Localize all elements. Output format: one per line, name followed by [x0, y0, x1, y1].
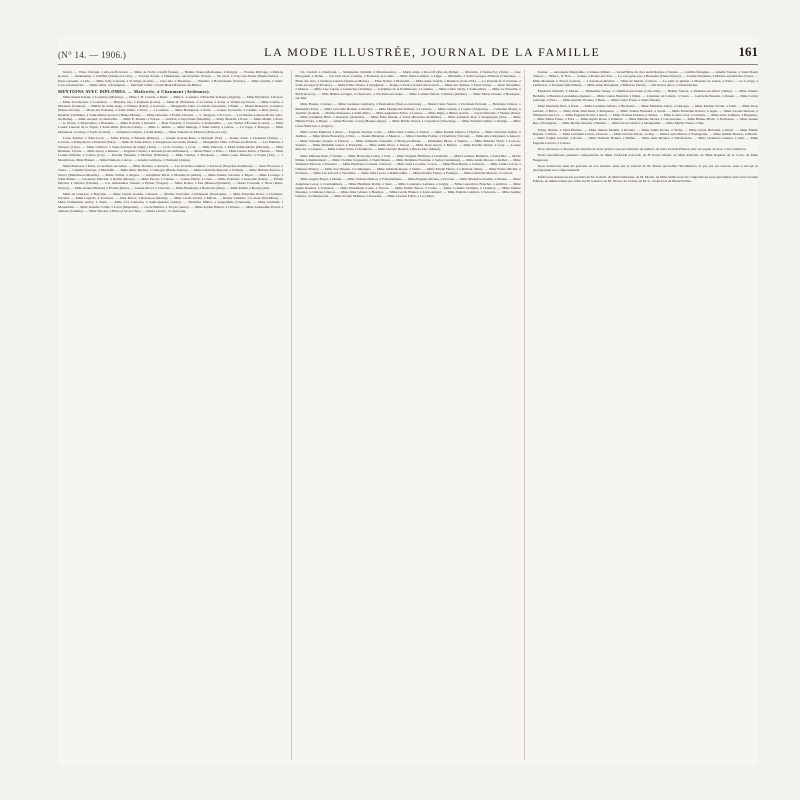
- issue-number: (N° 14. — 1906.): [58, 50, 127, 60]
- text-paragraph: Ch. Cardell, à Chamonix. — Marguerite Schmidt, à Montmorency. — Marie Allet, à Roscoff (Puy-de-Dôme). — Marcelle, à Sainte-Foy (Tarn). — Lise Bolognelli, à Rome. — Un vieil bavre souillon, à Fontenay-le-Comte. — Mme Sutin-Lamarre, à Liège. — Mirabelle, à Saint-Georges d'Oleron (Charente). — Bride des bois, à Château-Landon (Seine-et-Marne). — Elise Nollet, à Bruxelles. — Mme Anne Guérin, à Réunion (Côte-d'Or). — Le Passant de la Fortune, à Saint-Georges (Calvados). — Mme Fabre-Vauzet, à Perpignan. — Rogue, à Pont-Carrelet-des-Carreli. — Mme des Salinne, à Saint-Vauvir. — Sœur Séraphine, à Mantes. — Mme Lise Lejaut, à Gamaches (Somme). — Joséphine de la Pommeraye, à Lannion. — Mme Claire Serdy, à Saint-Gilles. — Mme Le Nouzille, à Puybrun (Lot). — Mlle Hélène Granger, à Chateroux, à Vie-Paris-sur-Seine. — Mme Carmen Daroit, à Riviera (Drôme). — Mme Maria Vernier, à Boulogne-sur-Mer.: [295, 70, 521, 100]
- text-paragraph: Lucie Turmel, à Saint-Lyon. — Mme Poirier, à Baumes (Rhône). — Joseph Gravier-Buse, à Merreuil (Var). — Jeanne Verel, à Chaumes (Seine). — Laroche, à Pompadour, à Palvanil (Eure). — Mme de Saint-Pierre, à Jonquéroux-sur-Seine (Seine). — Marguerite Jahin, à Flaire-sur-Rivière. — Les Fillettes, à Vierzon (Cher). — Mme Chabrol, à Saint-Sauveur-de-Vigny (Tarn). — Léon Cortaux, à Lyon. — Mme Hervois, à Mont-Sainte-Marie (Hérault). — Mme Belmont, à Paris. — Mme Arros, à Rennes. — Eugénie Carrère, à Ancenis (Loire-Inférieure). — Marie Bianc, à Paris. — Mme Gaston Perbe, à Nantes. — Mme Louise Pelletier, à Cahors (Lot). — Rosalie Vauzelle, à Morlaix (Finistère). — Mme Charles, à Bordeaux. — Mme Laure Monnier, à Fréjus (Var). — à Montbrison, Mme Brunel. — Mme Dumont, à Arras. — Ginette Lefebure, à Vermand (Aisne).: [58, 136, 284, 162]
- column-1: [58, 70, 283, 760]
- text-paragraph: Mme Hauset, à Jersey. — Mme Lucienne Lamberty, à Montauban (Tarn-et-Garonne). — Marie-Claire Sarnac, à Clermont-Ferrand. — Henriette Charon, à Mazamet (Tarn). — Mme Léocadie Bonnet, à Pontivy. — Mme Marguerite Paillard, à Louviers. — Mme Lebrun, à Cognac (Charente). — Célestine Maury, à Aurillac (Cantal). — Marthe Rousseau, à Saint-Malo. — Mme Augustine Fabre, à Castres. — Mme Régis, à Nîmes (Gard). — Lucie Delorme, à Vienne (Isère). — Mme Joséphine Brun, à Annonay (Ardèche). — Mme Élisa Martin, à Salon (Bouches-du-Rhône). — Mme Adrienne Roy, à Draguignan (Var). — Mme Hélène Faure, à Digne. — Aline Bouvier, à Gap (Hautes-Alpes). — Mme Berthe Sicard, à Carpentras (Vaucluse). — Mme Noémie Guillot, à Orange. — Mme Laure Bertrand, à Avignon.: [295, 102, 521, 128]
- text-paragraph: Mme Angèle Boyer, à Melun. — Mme Sidonie Hamon, à Fontainebleau. — Mme Eugénie Riviere, à Provins. — Mme Prudence Poulain, à Meaux. — Mme Joséphine Leroy, à Coulommiers. — Mme Herminie Robin, à Sens. — Mme Constance Lemaire, à Joigny. — Mme Geneviève Bouchet, à Avallon. — Mme Aglaé Renaud, à Tonnerre. — Mme Philomène Colas, à Nevers. — Mme Esther Baron, à Cosne. — Mme Cornélie Clément, à Clamecy. — Mme Justine Meunier, à Château-Chinon. — Mme Irma Giraud, à Bourges. — Mme Lucile Brunet, à Saint-Amand. — Mme Paméla Gaillard, à Sancerre. — Mme Agathe Lefèvre, à Châteauroux. — Mme Ursule Mathieu, à Issoudun. — Mme Clarisse Fabre, à La Châtre.: [295, 177, 521, 199]
- text-paragraph: Mme Renée Kerais, à Coutance (Manche). — Mme J. B. Cazeau, à Ruzé. — Mme L. Lauzeux, à Bouchaf-le-Rege (Algérie). — Mme Raymond, à Royan. — Mme Serveuyeau, à Courtivon. — Bruyère, rue, à Etapiens (Loire). — Mme D. Moineaux, à au Génie, à Artou, à Vendre-en-Véron. — Mme Lauras, à Marnoux (Sonnen). — Helléb de Saint-Ange, à Villeure (Isère), à Garrorel. — Marguerite Lahe, à Lamont-Jousselein, à Blum. — Oiseul Beauréce, à Annecy (Haute-Savoie). — Marie-Jes Fontaine, à Saint-Julien, à Nord. — à Loubane. — Mme Bourgeton, à Paris. — Jeanne Gouvedre, à Ladelie, à Dôle (Jura). — Renalde Vésillaine, à Saint-Marne-le-Gros (Haute-Marne). — Mme Ouvelier, à Etable-Cheveil. — C. Kenyon, à St-Lyon. — Les Baules-Lauréat-Roche (Aix-les-Bains). — Mme Arnaud, à Charleville. — Mme E. Dosme, à Voiron. — Guillon, à Sept-Pauls (Moselle). — Rudy Maurlis, à Paris. — Mme Maille, à Paris. — G. Pierre, à Montvelins, à Bouanne. — Mme Pouché, à Renaud. — Bois d'audion, à Souvence, à Romanville. — Les Saules d'Écouen (Loiret). — Mme Louise Laurent de la Vigne, à Saint-Omer (Pas-de-Calais). — Mme C. Remis. — Mme Ménage, à Saint-Valéry, à Gisors. — Le Gage, à Bourges. — Mme Delaunois, à Laisey, à Sorde (Cantal). — Valentine Campen, à Saint-Remy. — Mme Tourelle de Montreu (Eure-et-Loir).: [58, 95, 284, 134]
- page-header: [58, 36, 758, 60]
- journal-title: LA MODE ILLUSTRÉE, JOURNAL DE LA FAMILLE: [264, 45, 601, 59]
- text-paragraph: Nous reproduisons plusieurs compositions de Mme d'Albaide d'Arcadi, de H. Perret Manet, de Mme Plancier, de Mme Raphael de la Croix, de Mme Faugeroux.: [532, 153, 758, 162]
- text-paragraph: Nous adressons à chacune des lauréats de notre grand concours littéraire un numéro de notre Grande Édition, hier sur papier de luxe, à leur intention.: [537, 147, 747, 151]
- column-2: [295, 70, 520, 760]
- text-paragraph: Élisabeth Delrulle, à Marais. — Madeleine Sauge, à Châtillon-sur-Seine (Côte-d'Or). — Hélène Sauvet, à Moulins-sur-Allier (Allier). — Mme Juliette Herbelin, à Bretolle-Lacunèmes-Quesnel. — Mme Louise Bernard, à Dijon. — Célestine de Labarre, à Tours. — Gabrielle Bouette, à Rouen. — Mme Cécile Lemoine, à Niort. — Mme Aurélie Thomas, à Brest. — Mme Claire Fosse, à Saint-Nazaire.: [532, 89, 758, 102]
- text-paragraph: Nancy. — Vibes Chorpin, à Aix-en-Provence. — Mme de Nolli, à Ruffi (Seine). — Hélène Stoner-Mosbennet, à Perigny. — Yvonne Périvage, à Périeny (Loire). — Andelaurier, à Chéfflet (Saône-et-Loire). — Yvonne Poutet, à Dunkerque, rue Royallac (Nord). — En rural, à Yzey-sur-Saône (Haute-Saône). — Peret-souvenir, à Lille. — Mme Jolly Lauvent, à St-Wepp (Loiret). — Ciec-lais, à Burennes. — Valentin, à Bourbonnais (Savoie). — Mme Geuble, à Saint-Lacy-Chalesalvier. — Marie Allee, à Perpignan. — Marcheil Gillet, à Saint-Henri-Bourdon-du-Brillet.: [58, 70, 284, 87]
- column-3: [533, 70, 758, 760]
- section-heading: MENTIONS AVEC DIPLOMES. — Malicette, à Chaumont (Ardennes).: [58, 89, 211, 95]
- text-paragraph: Enfin nous donnerons les portraits de M. Gabriel, de Mme Dubrenne, de M. Mouls, de Mme Vallès dont les compositions sont reproduites dans notre Grande Édition, en même temps que celles de M. Gabriel, de M. Neveu, du Soldat, de M. G. Chauvet et de Marie Frélias.: [532, 174, 758, 183]
- text-paragraph: Mme Mélanie Petit, à Verdun. — Mme Honorine Collet, à Toul. — Mme Virginie Thiébaut, à Lunéville. — Mme Léontine Humbert, à Saint-Dié. — Marie Didier, à Remiremont. — Mme Clotilde Jacquemin, à Neufchâteau. — Mme Delphine Fournier, à Sedan (Ardennes). — Mme Anaïs Drouet, à Rethel. — Mme Valentine Moreau, à Vouziers. — Mme Hermance Laurent, à Rocroi. — Mme Julia Lecomte, à Laon. — Mme Élise Bertin, à Soissons. — Mme Célina Caron, à Château-Thierry. — Mme Zoé Dupuis, à Compiègne. — Mme Athénaïs Roger, à Senlis. — Mme Estelle Henry, à Clermont (Oise). — Mme Fanny Michel, à Pontoise. — Mme Léa Gérard, à Versailles. — Mme Irma Lucas, à Rambouillet. — Mme Rosalie Fleury, à Étampes. — Mme Gabrielle Masson, à Corbeil.: [295, 153, 521, 175]
- text-paragraph: Nous donnerons aussi les portraits de nos lauréats, ainsi que le portrait de M. Manet qui habite l'Ile-Maurice, et qui, par ses œuvres, nous a envoyé sa photographie avec empressement.: [532, 163, 758, 173]
- newspaper-page: [58, 36, 758, 766]
- text-paragraph: Sonnet. — Antoinette Mergadine, à Sannes Ombré. — Grand'Mère du Jura Andi Reynes à Nantes. — Camille Perugien. — Amélie Vanner, à Saint Piauls (Seine). — Mme L. P. Fiou. — Jeanne, à Roche-sur-Yon. — Le rose grise pas, à Bressuire (Deux-Sèvres). — Claude Pentulieu, à Marans-sur-Marche (Cher). — Mme Monsieur, à Tavers (Loiret). — à Sarcin-au-Rivière. — Mme de Marsil, à Gisors. — Le petit au plemes, à Maurien de Lisses, à Tours. — Le Levage, à Lamirasca, à Tourneur (Morbihan). — Mme Aline Barquenet, à Bellevue (Nord). — Ma Douce Alice, à Vardelonches.: [532, 70, 758, 87]
- text-paragraph: Mme Henriette Bois, à Paris. — Mme Léontine Gilbert, à Bordeaux. — Mme Mathilde Aubry, à Limoges. — Mme Pauline Vernet, à Tulle. — Mme Rosa Leblanc, à Brive. — Mme Zélie Marchand, à Périgueux. — Mme Valérie Bonnard, à Sarlat. — Mme Ernestine Robert, à Agen. — Mme Léonie Masson, à Villeneuve-sur-Lot. — Mme Eugénie Perrin, à Auch. — Mme Clarisse Durand, à Tarbes. — Mme Louise Gros, à Lourdes. — Mme Alice Lambert, à Bagnères. — Mme Marie Fabre, à Foix. — Mme Agnès Roux, à Pamiers. — Mme Blanche Morin, à Carcassonne. — Mme Hélène Blanc, à Narbonne. — Mme Jeanne Rey, à Perpignan. — Mme Berthe Arnaud, à Béziers. — Mme Lucie Garnier, à Montpellier. — Mme Marthe Faure, à Sète.: [532, 104, 758, 126]
- text-paragraph: Mme de Lesparre, à Bayonne. — Mme Léonie Gautier, à Rouen. — Marthe Chevalier, à Périgueux (Dordogne). — Mme Ernestine Roux, à Clermont-Ferrand. — Mme Lagarde, à Toulouse. — Julie Perrot, à Besançon (Doubs). — Mme Cécile Girard, à Mâcon. — Berthe Lambert, à Lorient (Morbihan). — Mme Clémentine Aubry, à Tours. — Mme Vve Lemoine, à Saint-Quentin (Aisne). — Hortense Mallet, à Angoulême (Charente). — Mme Germain, à Montauban. — Mme Isabelle Collin, à Laval (Mayenne). — Lucie Barbier, à Troyes (Aube). — Mme Sophie Hubert, à Châlons. — Mme Armandine Picard, à Amiens (Somme). — Mme Vincent, à Blois (Loir-et-Cher). — Marie Leclerc, à Cherbourg.: [58, 191, 284, 214]
- text-paragraph: Mme Cécile Maillard, à Arles. — Eugénie Chabert, à Aix. — Mme Irène Combe, à Toulon. — Mme Pauline Olivier, à Hyères. — Mme Victorine Aubert, à Antibes. — Mme Marie Bonnefoy, à Nice. — Jeanne Bérenger, à Menton. — Mme Claudine Poirier, à Chambéry (Savoie). — Mme Alice Reynaud, à Annecy. — Mme Suzanne Jacquet, à Thonon. — Mme Armande Chatelain, à Bourg-en-Bresse. — Madeleine Blanc, à Nantua. — Mme Blanche Vidal, à Lons-le-Saunier. — Mme Mathilde Genet, à Pontarlier. — Mme Adèle Prost, à Vesoul. — Mme Rose Guyot, à Belfort. — Mme Eulalie Vernet, à Gray. — Louise Mercier, à Langres. — Mme Céline Noël, à Chaumont. — Mme Octavie Renard, à Bar-le-Duc (Meuse).: [295, 130, 521, 152]
- page-number: 161: [738, 44, 758, 59]
- text-columns: [58, 70, 758, 760]
- text-paragraph: Mme Bonnard, à Paris, à Carrières-sur-Seine. — Mme Thomas, à Auxerre. — Les Grandes-Combes, à Tarascon (Bouches-du-Rhône). — Sœur Éleonore, à Tours. — Camille Sauvage, à Marseille. — Mme Aline Bernier, à Limoges (Haute-Vienne). — Mme Gabrielle Rouault, à Orléans. — Mme Héloïse Pierron, à Nancy (Meurthe-et-Moselle). — Marie Vallon, à Angers. — Adolphine Rivet, à Montluçon (Allier). — Mme Juliette Sarrazin, à Dijon. — Mme Lerouge, à Saint-Brieuc. — Lucienne Marchal, à Reims (Marne). — Mme Pascal, à Cannes. — Louise Hardy, à Caen. — Mme Fontanel, à Grenoble (Isère). — Émilie Durand, à Valence (Drôme). — Les demoiselles Vautrin, à Épinal (Vosges). — Mme Rosier, à Pau (Basses-Pyrénées). — Marie Foucault, à Niort (Deux-Sèvres). — Mme Arsène Blondel, à Évreux (Eure). — Jeanne Morel, à Chartres. — Mme Baudouin, à Beauvais (Oise). — Mme Paulin, à Bourg (Ain).: [58, 163, 284, 190]
- header-rule: [58, 64, 758, 65]
- text-paragraph: Fanny Dumas, à Saint-Étienne. — Mme Juliette Moulin, à Roanne. — Mme Adèle Roche, à Vichy. — Mme Cécile Bertrand, à Riom. — Mme Émilie Dupont, à Thiers. — Mme Gabrielle Lebon, à Issoire. — Mme Octavie Perret, au Puy. — Mme Laure Martel, à Yssingeaux. — Mme Amélie Besson, à Mende. — Mme Sophie Jourdan, à Rodez. — Mme Nathalie Bonnet, à Millau. — Mme Irène Rivière, à Villefranche. — Mme Clémence Granier, à Albi. — Mme Eugénie Lacroix, à Cahors.: [532, 127, 758, 145]
